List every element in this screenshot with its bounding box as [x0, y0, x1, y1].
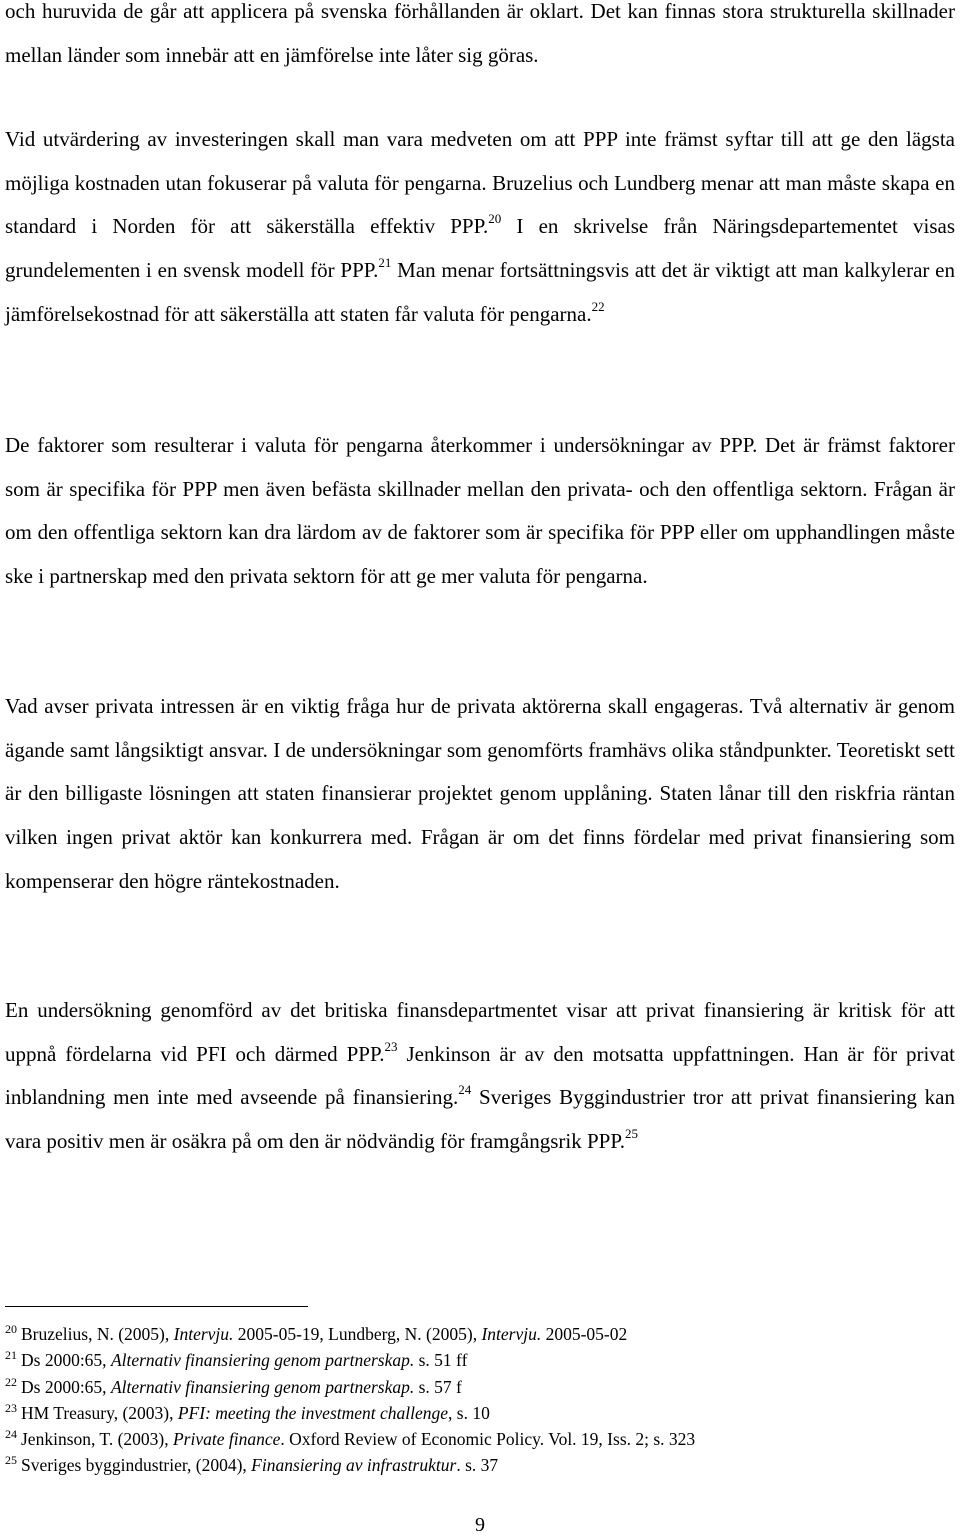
footnote-20 [5, 1322, 955, 1348]
paragraph-text: Vid utvärdering av investeringen skall man vara medveten om att PPP inte främst syftar till att ge den lägsta möjliga kostnaden utan fokuserar på valuta för pengarna. Bruzelius och Lundberg menar att man måste skapa en standard i Norden för att säkerställa effektiv PPP. [5, 127, 955, 239]
paragraph-5 [5, 989, 955, 1164]
footnote-text: . Oxford Review of Economic Policy. Vol. 19, Iss. 2; s. 323 [280, 1429, 696, 1450]
paragraph-text: Vad avser privata intressen är en viktig fråga hur de privata aktörerna skall engageras. Två alternativ är genom ägande samt långsiktigt ansvar. I de undersökningar som genomförts framhävs olika ståndpunkter. Teoretiskt sett är den billigaste lösningen att staten finansierar projektet genom upplåning. Staten lånar till den riskfria räntan vilken ingen privat aktör kan konkurrera med. Frågan är om det finns fördelar med privat finansiering som kompenserar den högre räntekostnaden. [5, 694, 955, 893]
footnote-24 [5, 1427, 955, 1453]
footnote-text: Jenkinson, T. (2003), [21, 1429, 173, 1450]
footnote-23 [5, 1401, 955, 1427]
footnote-separator [5, 1306, 308, 1307]
footnote-text: s. 51 ff [414, 1350, 468, 1371]
paragraph-text: Sveriges Byggindustrier tror att privat finansiering kan vara positiv men är osäkra på om den är nödvändig för framgångsrik PPP. [5, 1085, 955, 1154]
footnote-text: , s. 10 [448, 1402, 490, 1423]
footnote-title: PFI: meeting the investment challenge [177, 1402, 449, 1423]
footnote-number: 20 [5, 1322, 17, 1336]
footnote-number: 24 [5, 1427, 17, 1442]
paragraph-text: I en skrivelse från Näringsdepartementet visas grundelementen i en svensk modell för PPP. [5, 214, 955, 283]
footnote-text: Ds 2000:65, [21, 1350, 111, 1371]
footnote-reference-25: 25 [624, 1126, 638, 1142]
footnote-25 [5, 1453, 955, 1479]
footnote-title: Intervju. [173, 1324, 234, 1344]
footnote-title: Finansiering av infrastruktur [251, 1455, 457, 1476]
footnote-reference-21: 21 [378, 255, 392, 271]
footnote-title: Private finance [172, 1429, 281, 1450]
footnote-22 [5, 1375, 955, 1401]
footnote-title: Alternativ finansiering genom partnerskap. [110, 1350, 415, 1371]
footnote-text: HM Treasury, (2003), [21, 1402, 178, 1423]
footnote-reference-23: 23 [384, 1038, 398, 1054]
paragraph-text: Jenkinson är av den motsatta uppfattningen. Han är för privat inblandning men inte med avseende på finansiering. [5, 1041, 955, 1110]
footnote-number: 21 [5, 1348, 17, 1363]
footnote-text: Bruzelius, N. (2005), [21, 1324, 174, 1344]
footnote-text: s. 57 f [414, 1376, 462, 1397]
footnote-text: 2005-05-19, Lundberg, N. (2005), [233, 1324, 482, 1344]
page-number: 9 [475, 1514, 485, 1536]
footnote-number: 22 [5, 1374, 17, 1389]
paragraph-1 [5, 0, 955, 77]
paragraph-2 [5, 118, 955, 337]
footnote-number: 23 [5, 1400, 17, 1415]
footnote-list [5, 1322, 955, 1480]
footnote-reference-20: 20 [488, 211, 502, 227]
paragraph-text: och huruvida de går att applicera på svenska förhållanden är oklart. Det kan finnas stora strukturella skillnader mellan länder som innebär att en jämförelse inte låter sig göras. [5, 0, 955, 67]
footnote-text: 2005-05-02 [541, 1324, 628, 1344]
footnote-reference-24: 24 [458, 1082, 472, 1098]
paragraph-4 [5, 685, 955, 904]
footnote-title: Alternativ finansiering genom partnerskap. [110, 1376, 415, 1397]
footnote-text: . s. 37 [456, 1455, 499, 1476]
footnote-text: Ds 2000:65, [21, 1376, 111, 1397]
footnote-number: 25 [5, 1453, 17, 1468]
paragraph-3 [5, 424, 955, 599]
footnote-text: Sveriges byggindustrier, (2004), [21, 1455, 252, 1476]
footnote-21 [5, 1348, 955, 1374]
paragraph-text: En undersökning genomförd av det britiska finansdepartmentet visar att privat finansiering är kritisk för att uppnå fördelarna vid PFI och därmed PPP. [5, 998, 955, 1066]
paragraph-text: De faktorer som resulterar i valuta för pengarna återkommer i undersökningar av PPP. Det är främst faktorer som är specifika för PPP men även befästa skillnader mellan den privata- och den offentliga sektorn. Frågan är om den offentliga sektorn kan dra lärdom av de faktorer som är specifika för PPP eller om upphandlingen måste ske i partnerskap med den privata sektorn för att ge mer valuta för pengarna. [5, 433, 955, 589]
footnote-reference-22: 22 [591, 298, 605, 314]
paragraph-text: Man menar fortsättningsvis att det är viktigt att man kalkylerar en jämförelsekostnad för att säkerställa att staten får valuta för pengarna. [5, 258, 956, 326]
footnote-title: Intervju. [481, 1324, 542, 1344]
